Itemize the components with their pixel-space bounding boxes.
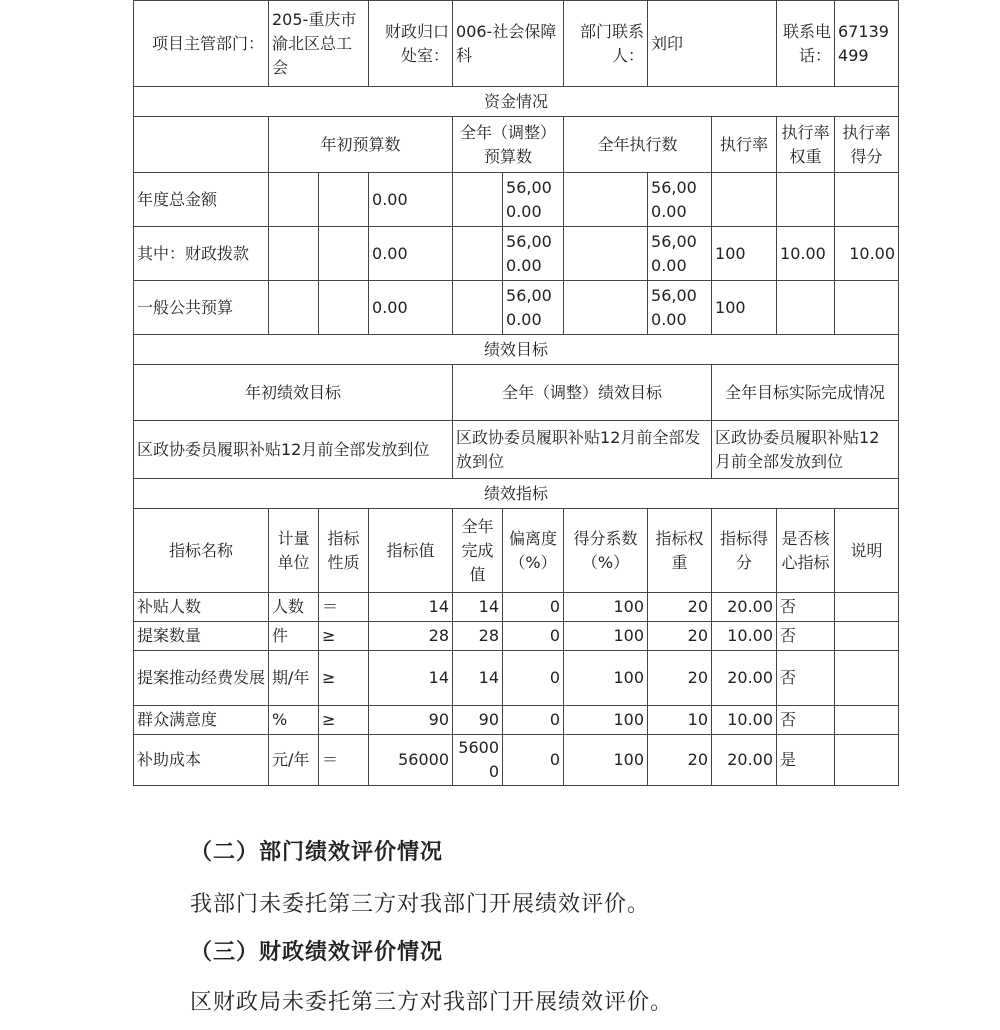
goals-col-actual: 全年目标实际完成情况 bbox=[712, 365, 899, 421]
funds-col-weight: 执行率权重 bbox=[777, 117, 835, 173]
dept-eval-text: 我部门未委托第三方对我部门开展绩效评价。 bbox=[190, 892, 651, 917]
ind-weight: 20 bbox=[648, 735, 712, 786]
funds-row bbox=[134, 173, 899, 227]
header-row bbox=[134, 1, 899, 87]
ind-name: 补贴人数 bbox=[134, 593, 269, 622]
ind-value: 56000 bbox=[369, 735, 453, 786]
ind-name: 补助成本 bbox=[134, 735, 269, 786]
ind-name: 提案推动经费发展 bbox=[134, 651, 269, 706]
funds-executed: 56,000.00 bbox=[648, 173, 712, 227]
finance-label: 财政归口处室： bbox=[369, 1, 453, 87]
ind-name: 群众满意度 bbox=[134, 706, 269, 735]
fin-eval-text: 区财政局未委托第三方对我部门开展绩效评价。 bbox=[190, 990, 674, 1015]
goals-adjusted: 区政协委员履职补贴12月前全部发放到位 bbox=[453, 421, 712, 479]
goals-col-initial: 年初绩效目标 bbox=[134, 365, 453, 421]
goals-row bbox=[134, 421, 899, 479]
funds-executed: 56,000.00 bbox=[648, 281, 712, 335]
ind-unit: 元/年 bbox=[269, 735, 319, 786]
phone-value: 67139499 bbox=[835, 1, 899, 87]
ind-core: 否 bbox=[777, 706, 835, 735]
ind-weight: 20 bbox=[648, 593, 712, 622]
ind-col-weight: 指标权重 bbox=[648, 509, 712, 593]
ind-completed: 14 bbox=[453, 651, 503, 706]
ind-coef: 100 bbox=[564, 651, 648, 706]
ind-weight: 20 bbox=[648, 651, 712, 706]
ind-col-note: 说明 bbox=[835, 509, 899, 593]
ind-note bbox=[835, 735, 899, 786]
ind-deviation: 0 bbox=[503, 735, 564, 786]
funds-row-label: 年度总金额 bbox=[134, 173, 269, 227]
ind-completed: 90 bbox=[453, 706, 503, 735]
funds-weight bbox=[777, 281, 835, 335]
funds-weight bbox=[777, 173, 835, 227]
ind-score: 20.00 bbox=[712, 651, 777, 706]
ind-col-deviation: 偏离度（%） bbox=[503, 509, 564, 593]
ind-nature: ≥ bbox=[319, 706, 369, 735]
ind-core: 否 bbox=[777, 622, 835, 651]
ind-core: 是 bbox=[777, 735, 835, 786]
funds-col-initial: 年初预算数 bbox=[269, 117, 453, 173]
goals-actual: 区政协委员履职补贴12月前全部发放到位 bbox=[712, 421, 899, 479]
ind-nature: ＝ bbox=[319, 593, 369, 622]
ind-weight: 20 bbox=[648, 622, 712, 651]
goals-title: 绩效目标 bbox=[134, 335, 899, 365]
ind-note bbox=[835, 593, 899, 622]
ind-deviation: 0 bbox=[503, 622, 564, 651]
performance-table bbox=[133, 0, 899, 786]
ind-col-value: 指标值 bbox=[369, 509, 453, 593]
funds-adjusted: 56,000.00 bbox=[503, 281, 564, 335]
funds-score: 10.00 bbox=[835, 227, 899, 281]
funds-row-label: 其中：财政拨款 bbox=[134, 227, 269, 281]
funds-col-adjusted: 全年（调整）预算数 bbox=[453, 117, 564, 173]
ind-core: 否 bbox=[777, 593, 835, 622]
ind-deviation: 0 bbox=[503, 706, 564, 735]
indicators-title: 绩效指标 bbox=[134, 479, 899, 509]
ind-col-nature: 指标性质 bbox=[319, 509, 369, 593]
goals-initial: 区政协委员履职补贴12月前全部发放到位 bbox=[134, 421, 453, 479]
funds-col-rate: 执行率 bbox=[712, 117, 777, 173]
ind-unit: 期/年 bbox=[269, 651, 319, 706]
ind-value: 90 bbox=[369, 706, 453, 735]
funds-blank-header bbox=[134, 117, 269, 173]
funds-initial: 0.00 bbox=[369, 227, 453, 281]
funds-row bbox=[134, 227, 899, 281]
indicator-row bbox=[134, 651, 899, 706]
ind-deviation: 0 bbox=[503, 593, 564, 622]
funds-executed: 56,000.00 bbox=[648, 227, 712, 281]
funds-score bbox=[835, 281, 899, 335]
ind-nature: ＝ bbox=[319, 735, 369, 786]
ind-unit: % bbox=[269, 706, 319, 735]
ind-core: 否 bbox=[777, 651, 835, 706]
funds-rate bbox=[712, 173, 777, 227]
goals-col-adjusted: 全年（调整）绩效目标 bbox=[453, 365, 712, 421]
indicator-row bbox=[134, 593, 899, 622]
dept-value: 205-重庆市渝北区总工会 bbox=[269, 1, 369, 87]
indicators-header-row bbox=[134, 509, 899, 593]
ind-col-coef: 得分系数（%） bbox=[564, 509, 648, 593]
ind-unit: 件 bbox=[269, 622, 319, 651]
funds-rate: 100 bbox=[712, 227, 777, 281]
ind-note bbox=[835, 622, 899, 651]
ind-coef: 100 bbox=[564, 735, 648, 786]
ind-value: 28 bbox=[369, 622, 453, 651]
ind-unit: 人数 bbox=[269, 593, 319, 622]
funds-weight: 10.00 bbox=[777, 227, 835, 281]
ind-col-score: 指标得分 bbox=[712, 509, 777, 593]
ind-score: 10.00 bbox=[712, 622, 777, 651]
funds-score bbox=[835, 173, 899, 227]
ind-completed: 28 bbox=[453, 622, 503, 651]
finance-value: 006-社会保障科 bbox=[453, 1, 564, 87]
funds-col-score: 执行率得分 bbox=[835, 117, 899, 173]
dept-eval-heading: （二）部门绩效评价情况 bbox=[190, 840, 444, 865]
fin-eval-heading: （三）财政绩效评价情况 bbox=[190, 940, 444, 965]
indicator-row bbox=[134, 735, 899, 786]
phone-label: 联系电话： bbox=[777, 1, 835, 87]
funds-initial: 0.00 bbox=[369, 281, 453, 335]
ind-coef: 100 bbox=[564, 706, 648, 735]
dept-label: 项目主管部门： bbox=[134, 1, 269, 87]
ind-name: 提案数量 bbox=[134, 622, 269, 651]
funds-col-executed: 全年执行数 bbox=[564, 117, 712, 173]
ind-note bbox=[835, 651, 899, 706]
ind-coef: 100 bbox=[564, 593, 648, 622]
ind-col-name: 指标名称 bbox=[134, 509, 269, 593]
funds-row bbox=[134, 281, 899, 335]
funds-adjusted: 56,000.00 bbox=[503, 227, 564, 281]
funds-adjusted: 56,000.00 bbox=[503, 173, 564, 227]
ind-score: 20.00 bbox=[712, 735, 777, 786]
ind-value: 14 bbox=[369, 593, 453, 622]
funds-header-row bbox=[134, 117, 899, 173]
ind-col-completed: 全年完成值 bbox=[453, 509, 503, 593]
ind-completed: 56000 bbox=[453, 735, 503, 786]
ind-score: 10.00 bbox=[712, 706, 777, 735]
ind-value: 14 bbox=[369, 651, 453, 706]
funds-rate: 100 bbox=[712, 281, 777, 335]
ind-weight: 10 bbox=[648, 706, 712, 735]
ind-score: 20.00 bbox=[712, 593, 777, 622]
indicator-row bbox=[134, 706, 899, 735]
ind-note bbox=[835, 706, 899, 735]
ind-nature: ≥ bbox=[319, 622, 369, 651]
ind-nature: ≥ bbox=[319, 651, 369, 706]
contact-value: 刘印 bbox=[648, 1, 777, 87]
funds-initial: 0.00 bbox=[369, 173, 453, 227]
ind-col-unit: 计量单位 bbox=[269, 509, 319, 593]
ind-deviation: 0 bbox=[503, 651, 564, 706]
indicator-row bbox=[134, 622, 899, 651]
funds-row-label: 一般公共预算 bbox=[134, 281, 269, 335]
ind-completed: 14 bbox=[453, 593, 503, 622]
contact-label: 部门联系人： bbox=[564, 1, 648, 87]
ind-coef: 100 bbox=[564, 622, 648, 651]
goals-header-row bbox=[134, 365, 899, 421]
funds-title: 资金情况 bbox=[134, 87, 899, 117]
ind-col-core: 是否核心指标 bbox=[777, 509, 835, 593]
